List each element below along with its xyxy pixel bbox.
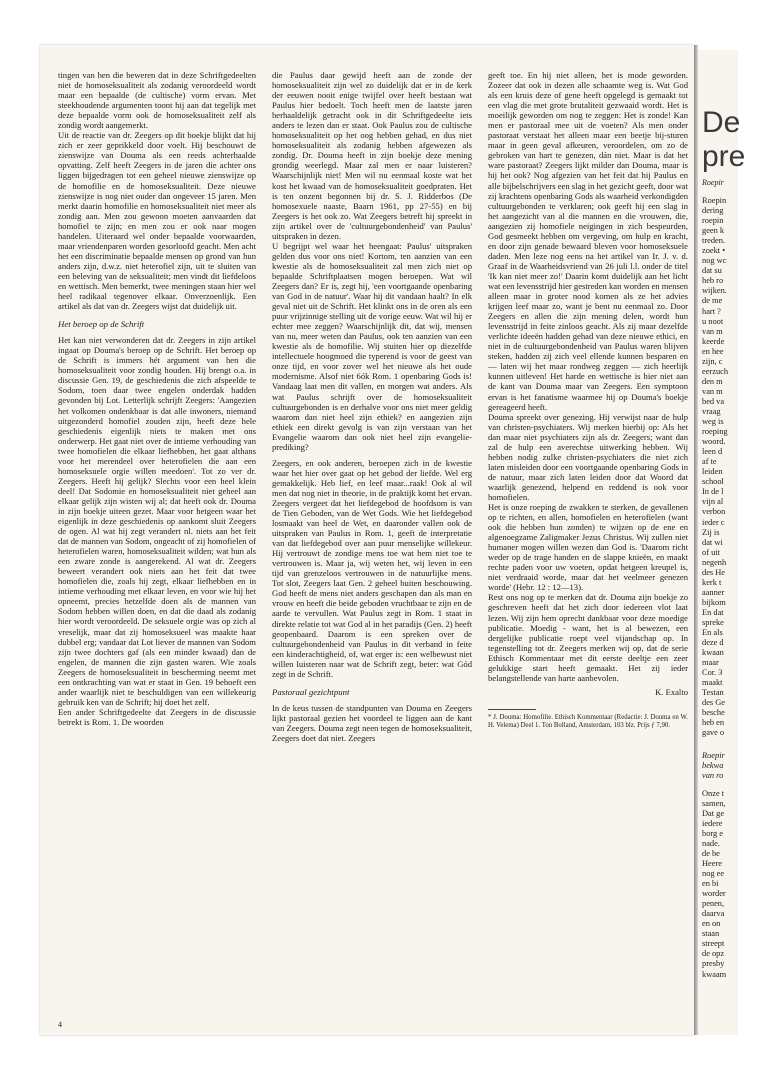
facing-page-line: Zij is: [702, 527, 720, 537]
facing-page-line: school: [702, 477, 724, 487]
paragraph: Rest ons nog op te merken dat dr. Douma zijn boekje zo geschreven heeft dat het zich door iedereen vlot laat lezen. Wij zijn hem oprecht dankbaar voor deze moedige publicatie. Moedig - want, het is al bewezen, een dergelijke publicatie roept veel vijandschap op. In tegenstelling tot dr. Zeegers merken wij op, dat de serie Ethisch Kommentaar met dit eerste deeltje een zeer gelukkige start heeft gemaakt. Het zij ieder belangstellende van harte aanbevolen.: [488, 592, 688, 683]
facing-page-line: En als: [702, 628, 723, 638]
section-heading: Pastoraal gezichtpunt: [272, 686, 350, 697]
facing-page-line: En dat: [702, 607, 724, 617]
paragraph: tingen van hen die beweren dat in deze Schriftgedeelten niet de homoseksualiteit als zodanig veroordeeld wordt maar een bepaalde (de cultische) vorm ervan. Met steekhoudende argumenten toont hij aan dat tegelijk met deze bepaalde vorm ook de homoseksualiteit zelf als zondig wordt aangemerkt.: [58, 70, 256, 131]
facing-page-line: heb en: [702, 718, 725, 728]
column-2: [272, 70, 472, 743]
facing-page-line: des Ge: [702, 698, 726, 708]
facing-page-line: samen,: [702, 798, 726, 808]
facing-page-line: treden.: [702, 236, 726, 246]
facing-page-line: de opz: [702, 949, 725, 959]
facing-page-line: van m: [702, 386, 723, 396]
facing-page-line: leen d: [702, 447, 723, 457]
paragraph: Uit de reactie van dr. Zeegers op dit boekje blijkt dat hij zich er zeer geprikkeld door voelt. Hij beschouwt de zienswijze van Douma als een reeds achterhaalde opvatting. Zelf heeft Zeegers in de jaren die achter ons liggen bijgedragen tot een geheel nieuwe zienswijze op de homofilie en de homoseksualiteit. Deze nieuwe zienswijze is nog niet ouder dan ongeveer 15 jaren. Men merkt daarin homofilie en homoseksualiteit niet meer als zondig aan. Men zou gewoon moeten aanvaarden dat homofiel te zijn; en men zou er ook naar mogen handelen. Uiteraard wel onder bepaalde voorwaarden, maar vriendenparen worden gesorloofd geacht. Men acht het een discriminatie bepaalde mensen op grond van hun anders zijn, d.w.z. niet heterofiel zijn, uit te sluiten van een beleving van de seksualiteit; men vindt dit liefdeloos en wettisch. Men bemerkt, twee meningen staan hier wel heel radikaal tegenover elkaar. Onverzoenlijk. Een artikel als dat van dr. Zeegers wijst dat duidelijk uit.: [58, 130, 256, 312]
facing-page-line: dat wi: [702, 537, 723, 547]
facing-page-line: gave o: [702, 728, 725, 738]
facing-page: [698, 50, 746, 1035]
facing-page-line: Onze t: [702, 788, 725, 798]
facing-page-line: wijken.: [702, 286, 727, 296]
facing-page-line: bijkom: [702, 597, 726, 607]
facing-page-line: aanner: [702, 587, 725, 597]
facing-page-line: Roepin: [702, 196, 727, 205]
facing-page-line: en hee: [702, 346, 724, 356]
facing-page-line: borg e: [702, 828, 724, 838]
facing-page-line: Dat ge: [702, 808, 725, 818]
facing-page-line: Testan: [702, 688, 724, 698]
paragraph: geeft toe. En hij niet alleen, het is mode geworden. Zozeer dat ook in dezen alle schaamte weg is. Wat God als een kruis deze of gene heeft opgelegd is gemaakt tot een vlag die met grote brutaliteit gezwaaid wordt. Het is moeilijk geworden om nog te zeggen: Het is zonde! Kan men er pastoraal mee uit de voeten? Als men onder pastoraat verstaat het alleen maar een beetje bij-sturen maar in geen geval afkeuren, veroordelen, om zo de gebroken van hart te genezen, dán niet. Maar is dat het ware pastoraat? Zeegers lijkt milder dan Douma, maar is hij het ook? Nog afgezien van het feit dat hij Paulus en alle bijbelschrijvers een slag in het gezicht geeft, door wat zij krachtens openbaring Gods als waarheid verkondigden cultuurgebonden te verklaren; ook geeft hij een slag in het aangezicht van al die mannen en die vrouwen, die, aangezien zij homofiele neigingen in zich bespeurden, God gesmeekt hebben om vergeving, om hulp en kracht, en door zijn genade bewaard bleven voor homoseksuele daden. Men leze nog eens na het artikel van Ir. J. v. d. Graaf in de Waarheidsvriend van 26 juli l.l. onder de titel 'Ik kan niet meer zo!' Daarin komt duidelijk aan het licht wat een levensstrijd hier gestreden kan worden en mensen alleen maar in groter nood komen als ze het advies krijgen leef maar zo, want je bent nu eenmaal zo. Door Zeegers en allen die zijn mening delen, wordt hun levensstrijd in feite zinloos geacht. Als zij maar dezelfde verlichte ideeën hadden gehad van deze nieuwe ethici, en niet in de cultuurgebondenheid van Paulus waren blijven steken, hadden zij zich veel ellende kunnen besparen en — laten wij het maar rondweg zeggen — zich heerlijk kunnen uitleven! Het harde en wettische is hier niet aan de kant van Douma maar van Zeegers. Een symptoon ervan is het fanatisme waarmee hij op Douma's boekje gereageerd heeft.: [488, 70, 688, 412]
facing-page-column: [702, 196, 762, 980]
facing-page-line: kwaan: [702, 648, 724, 658]
facing-page-line: den m: [702, 376, 723, 386]
facing-page-line: of uit: [702, 547, 720, 557]
facing-page-line: dat su: [702, 266, 722, 276]
column-1: [58, 70, 256, 727]
paragraph: Zeegers, en ook anderen, beroepen zich in de kwestie waar het hier over gaat op het gebod der liefde. Wel erg gemakkelijk. Heb lief, en leef maar...raak! Ook al wil men dat nog niet in theorie, in de praktijk komt het ervan. Zeegers vergeet dat het liefdegebod de hoofdsom is van de Tien Geboden, van de Wet Gods. Wie het liefdegebod losmaakt van heel de Wet, en daaronder vallen ook de uitspraken van Paulus in Rom. 1, geeft de interpretatie van dat liefdegebod over aan puur menselijke willekeur. Hij vertrouwt de zondige mens toe wat hem niet toe te vertrouwen is. Maar ja, wij weten het, wij leven in een tijd van grenzeloos vertrouwen in de natuurlijke mens. Tot slot, Zeegers laat Gen. 2 geheel buiten beschouwing. God heeft de mens niet anders geschapen dan als man en vrouw en heeft die beide geboden vruchtbaar te zijn en de aarde te vervullen. Wat Paulus zegt in Rom. 1 staat in direkte relatie tot wat God al in het paradijs (Gen. 2) heeft geopenbaard. Daarom is een spreken over de cultuurgebondenheid van Paulus in dit verband in feite een kinderachtigheid, of, wat erger is: een welbewust niet willen luisteren naar wat de Schrift zegt, beter: wat Gód zegt in de Schrift.: [272, 457, 472, 679]
facing-page-line: In de l: [702, 487, 724, 497]
facing-page-line: woord.: [702, 437, 726, 447]
facing-page-line: vijn al: [702, 497, 724, 507]
magazine-page: [40, 45, 694, 1035]
facing-page-subheading: Roepir: [702, 750, 725, 760]
facing-page-line: en on: [702, 919, 721, 929]
column-3: [488, 70, 688, 730]
facing-page-line: daarva: [702, 909, 725, 919]
facing-page-line: zijn, c: [702, 356, 723, 366]
paragraph: In de keus tussen de standpunten van Douma en Zeegers lijkt pastoraal gezien het voordeel te liggen aan de kant van Zeegers. Douma zegt neen tegen de homoseksualiteit, Zeegers doet dat niet. Zeegers: [272, 702, 472, 743]
facing-page-line: roepin: [702, 216, 724, 226]
facing-page-line: deze d: [702, 638, 724, 648]
facing-page-line: Cor. 3: [702, 668, 723, 678]
facing-page-title: [702, 106, 745, 174]
facing-page-line: nog ee: [702, 869, 725, 879]
footnote: * J. Douma: Homofilie. Ethisch Kommentaar (Redactie: J. Douma en W. H. Velema) Deel 1. Ton Bolland, Amsterdam, 103 blz. Prijs ƒ 7,90.: [488, 713, 688, 729]
facing-page-line: des He: [702, 567, 726, 577]
facing-page-line: iedere: [702, 818, 723, 828]
facing-page-line: de me: [702, 296, 723, 306]
facing-page-line: kwaam: [702, 969, 727, 979]
facing-page-line: weg is: [702, 417, 724, 427]
paragraph: Douma spreekt over genezing. Hij verwijst naar de hulp van christen-psychiaters. Wij merken hierbij op: Als het dan maar niet psychiaters zijn als dr. Zeegers; want dan zal de hulp een averechtse uitwerking hebben. Wij hebben nodig zulke christen-psychiaters die niet zich laten misleiden door een voortgaande openbaring Gods in de natuur, maar zich laten leiden door dat Woord dat waarlijk genezend, helpend en reddend is ook voor homofielen.: [488, 411, 688, 502]
facing-page-line: penen,: [702, 899, 725, 909]
facing-page-line: staan: [702, 929, 720, 939]
facing-title-line: pre: [702, 140, 746, 173]
facing-page-line: keerde: [702, 336, 725, 346]
facing-page-subheading: van ro: [702, 770, 724, 780]
facing-page-line: eerzuch: [702, 366, 729, 376]
facing-page-line: maar: [702, 658, 719, 668]
facing-page-line: ieder c: [702, 517, 725, 527]
page-number: 4: [58, 1020, 62, 1029]
facing-page-line: spreke: [702, 617, 724, 627]
facing-page-line: worder: [702, 889, 726, 899]
footnote-divider: [488, 709, 536, 710]
facing-page-line: u noot: [702, 316, 724, 326]
facing-page-line: presby: [702, 959, 725, 969]
facing-page-line: maakt: [702, 678, 723, 688]
facing-page-line: geen k: [702, 226, 725, 236]
section-heading: Het beroep op de Schrift: [58, 319, 145, 330]
facing-page-line: nog wc: [702, 256, 727, 266]
paragraph: Het kan niet verwonderen dat dr. Zeegers in zijn artikel ingaat op Douma's beroep op de Schrift. Het beroep op de Schrift is immers hét argument van hen die homoseksualiteit voor zondig houden. Hij brengt o.a. in discussie Gen. 19, de geschiedenis die zich afspeelde te Sodom, toen daar twee engelen onderdak hadden gevonden bij Lot. Letterlijk schrijft Zeegers: 'Aangezien het volkomen ondenkbaar is dat alle inwoners, niemand uitgezonderd homofiel zouden zijn, heeft deze hele geschiedenis eigenlijk niets te maken met ons onderwerp. Het gaat niet over de intieme verhouding van twee homofielen die elkaar liefhebben, het gaat althans voor het merendeel over heterofielen die aan een homoseksuele orgie willen meedoen'. Tot zo ver dr. Zeegers. Heeft hij gelijk? Slechts voor een heel klein deel! Dat Sodomie en homoseksualiteit niet geheel aan elkaar gelijk zijn wisten wij al; dat heeft ook dr. Douma in zijn boekje uiteen gezet. Maar voor hetgeen waar het eigenlijk in deze geschiedenis op aankomt sluit Zeegers de ogen. Al wat hij zegt verandert nl. niets aan het feit dat de mannen van Sodom, ongeacht of zij homofielen of heterofielen waren, homoseksualiteit wilden; wat hun als een zware zonde is aangerekend. Al wat dr. Zeegers beweert verandert ook niets aan het feit dat twee homofielen die, zoals hij zegt, elkaar liefhebben en in intieme verhouding met elkaar leven, en voor wie hij het opneemt, precies hetzelfde doen als de mannen van Sodom hebben willen doen, en dat die daad als zodanig hier wordt veroordeeld. De seksuele orgie was op zich al vreselijk, maar dat zij homoseksueel was maakte haar dubbel erg; vandaar dat Lot liever de mannen van Sodom zijn twee dochters gaf (als een minder kwaad) dan de engelen, de mannen die zijn gasten waren. Wie zoals Zeegers de homoseksualiteit in bescherming neemt met een ontkrachting van wat er staat in Gen. 19 behoeft een ander waarlijk niet te beschuldigen van een willekeurig gebruik ken van de Schrift; hij doet het zelf.: [58, 335, 256, 707]
paragraph: Een ander Schriftgedeelte dat Zeegers in de discussie betrekt is Rom. 1. De woorden: [58, 706, 256, 727]
facing-page-line: hart ?: [702, 306, 721, 316]
facing-page-line: verbon: [702, 507, 726, 517]
facing-page-line: kerk t: [702, 577, 722, 587]
facing-page-line: roeping: [702, 427, 728, 437]
facing-page-line: bed va: [702, 396, 725, 406]
facing-page-line: vraag: [702, 406, 721, 416]
facing-page-line: af te: [702, 457, 717, 467]
facing-page-line: de be: [702, 848, 720, 858]
author-signature: K. Exalto: [655, 686, 688, 697]
paragraph: die Paulus daar gewijd heeft aan de zonde der homoseksualiteit zijn wel zo duidelijk dat er in de kerk der eeuwen nooit enige twijfel over heeft bestaan wat Paulus hier bedoelt. Toch heeft men de laatste jaren herhaaldelijk getracht ook in dit Schriftgedeelte iets anders te lezen dan er staat. Ook Paulus zou de cultische homoseksualiteit op het oog hebben gehad, en dus niet homoseksualiteit als zodanig hebben afgewezen als zondig. Dr. Douma heeft in zijn boekje deze mening grondig weerlegd. Maar zal men er naar luisteren? Waarschijnlijk niet! Men wil nu eenmaal koste wat het kost het kwaad van de homoseksualiteit goedpraten. Het is ten onzent begonnen bij dr. S. J. Ridderbos (De homosexuele naaste, Baarn 1961, pp 27-55) en bij Zeegers is het ook zo. Wat Zeegers betreft hij spreekt in zijn artikel over de 'cultuurgebondenheid' van Paulus' uitspraken in dezen.: [272, 70, 472, 241]
facing-page-line: leiden: [702, 467, 723, 477]
facing-title-line: De: [702, 106, 741, 139]
facing-page-line: zoekt •: [702, 246, 726, 256]
facing-page-line: streept: [702, 939, 725, 949]
paragraph: Het is onze roeping de zwakken te sterken, de gevallenen op te richten, en allen, homofielen en heterofielen (want ook die hebben hun zonden) te wijzen op de ene en algenoegzame Zaligmaker Jezus Christus. Wij zullen niet humaner mogen willen wezen dan God is. 'Daarom richt weder op de trage handen en de slappe knieën, en maakt rechte paden voor uw voeten, opdat hetgeen kreupel is, niet verdraaid worde, maar dat het veelmeer genezen worde' (Hebr. 12 : 12—13).: [488, 502, 688, 593]
facing-page-subheading: bekwa: [702, 760, 724, 770]
facing-page-line: dering: [702, 206, 724, 216]
facing-page-line: nade.: [702, 838, 720, 848]
facing-page-line: Heere: [702, 859, 722, 868]
facing-page-line: heb ro: [702, 276, 724, 286]
facing-page-line: negenh: [702, 557, 727, 567]
facing-page-line: van m: [702, 326, 723, 336]
facing-page-subtitle: Roepir: [702, 178, 724, 187]
paragraph: U begrijpt wel waar het heengaat: Paulus' uitspraken gelden dus voor ons niet! Kortom, ten aanzien van een kwestie als de homoseksualiteit zal men zich niet op bepaalde Schriftplaatsen mogen beroepen. Wat wil Zeegers dan? Er is, zegt hij, 'een voortgaande openbaring van God in de natuur'. Waar hij dit vandaan haalt? In elk geval niet uit de Schrift. Het klinkt ons in de oren als een puur vrijzinnige stelling uit de vorige eeuw. Wat wil hij er echter mee zeggen? Waarschijnlijk dit, dat wij, mensen van nu, meer weten dan Paulus, ook ten aanzien van een kwestie als de homofilie. Wij stuiten hier op diezelfde intellectuele hoogmoed die typerend is voor de geest van onze tijd, en voor zover wel het nieuwe als het oude modernisme. Alsof niet 6ók Rom. 1 openbaring Gods is! Vandaag laat men dit vallen, en morgen wat anders. Als wat Paulus schrijft over de homoseksualiteit cultuurgebonden is en derhalve voor ons niet meer geldig waarom dan niet heel zijn ethiek? en aangezien zijn ethiek een direkt gevolg is van zijn verstaan van het Evangelie waarom dan ook niet heel zijn evangelie-prediking?: [272, 240, 472, 452]
facing-page-line: besche: [702, 708, 725, 718]
facing-page-line: en bi: [702, 879, 719, 889]
